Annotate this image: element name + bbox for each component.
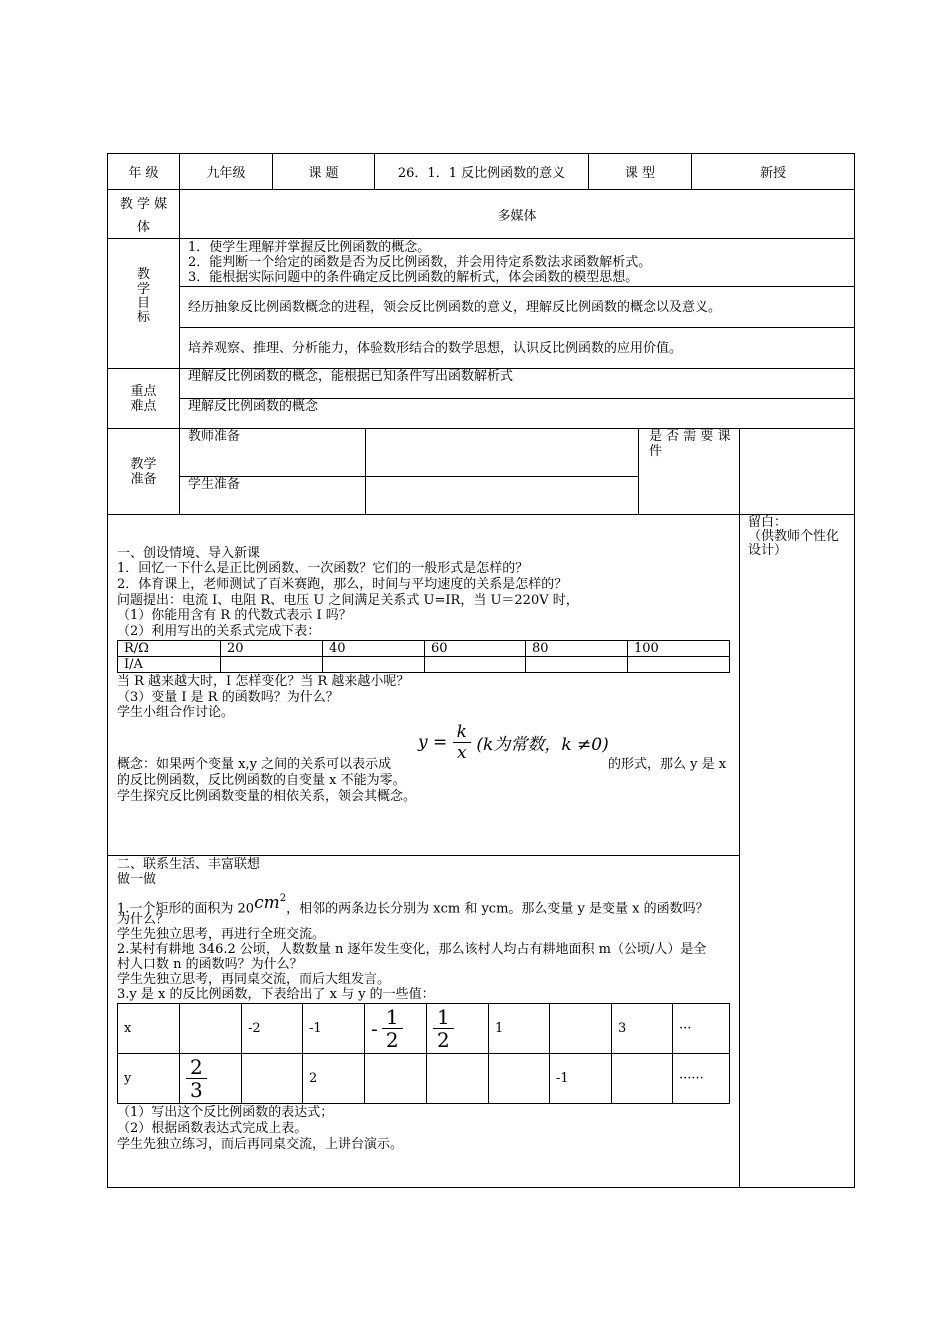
inverse-function-formula (418, 722, 609, 770)
table-cell: 3 (612, 1004, 673, 1054)
goals-label-3: 目 (136, 296, 150, 311)
prep-label-2: 准备 (130, 472, 157, 487)
formula-condition: (k为常数，k ≠0) (476, 735, 609, 755)
table-cell: -2 (242, 1004, 303, 1054)
q2-text-a: 2.某村有耕地 346.2 公顷，人数数量 n 逐年发生变化，那么该村人均占有耕地面积 m（公顷/人）是全 (117, 942, 707, 957)
table-cell[interactable] (550, 1004, 612, 1054)
section1-line-2: 2．体育课上，老师测试了百米赛跑，那么，时间与平均速度的关系是怎样的？ (117, 577, 568, 592)
table-cell[interactable] (612, 1054, 673, 1104)
concept-text-a: 概念：如果两个变量 x,y 之间的关系可以表示成 (117, 757, 392, 772)
table-cell[interactable] (427, 1054, 489, 1104)
fraction-denominator: 3 (190, 1078, 203, 1102)
key-point: 理解反比例函数的概念，能根据已知条件写出函数解析式 (188, 369, 514, 384)
section1-line-4: （1）你能用含有 R 的代数式表示 I 吗？ (117, 608, 352, 623)
resistance-table (117, 640, 730, 673)
table-cell: 2 (303, 1054, 365, 1104)
side-note-line2: （供教师个性化 (748, 529, 840, 544)
concept-text-d: 学生探究反比例函数变量的相依关系，领会其概念。 (117, 789, 417, 804)
q2-text-c: 学生先独立思考，再同桌交流，而后大组发言。 (117, 972, 391, 987)
q1-text-c: 为什么？ (117, 912, 170, 927)
table-cell: -1 (303, 1004, 365, 1054)
table-cell[interactable] (628, 657, 730, 673)
table-cell (365, 1004, 427, 1054)
table-cell: ······ (673, 1054, 730, 1104)
section1-after-3: 学生小组合作讨论。 (117, 705, 235, 720)
table-cell: 60 (425, 641, 526, 657)
section2-heading: 二、联系生活、丰富联想 (117, 857, 261, 872)
goal-knowledge-2: 2．能判断一个给定的函数是否为反比例函数，并会用待定系数法求函数解析式。 (188, 255, 652, 270)
grade-label: 年 级 (128, 166, 159, 181)
table-cell: 80 (526, 641, 628, 657)
section1-line-1: 1．回忆一下什么是正比例函数、一次函数？它们的一般形式是怎样的？ (117, 561, 529, 576)
xy-table (117, 1003, 730, 1104)
table-cell: 1 (489, 1004, 550, 1054)
side-note-line3: 设计） (748, 543, 788, 558)
section2-after-1: （1）写出这个反比例函数的表达式； (117, 1105, 334, 1120)
courseware-label-cont: 件 (649, 444, 663, 459)
unit-exponent: 2 (279, 893, 287, 904)
goals-label-4: 标 (136, 310, 150, 325)
keypoints-label-2: 难点 (130, 399, 157, 414)
goal-knowledge-1: 1．使学生理解并掌握反比例函数的概念。 (188, 240, 431, 255)
courseware-label: 是 否 需 要 课 (649, 429, 731, 444)
fraction-denominator: 2 (437, 1028, 450, 1052)
table-cell: 100 (628, 641, 730, 657)
table-cell[interactable] (323, 657, 425, 673)
media-label-cont: 体 (136, 220, 150, 235)
fraction-denominator: 2 (385, 1028, 399, 1052)
prep-label-1: 教学 (130, 457, 157, 472)
table-cell: -1 (550, 1054, 612, 1104)
side-note-title: 留白： (748, 515, 788, 530)
section2-after-2: （2）根据函数表达式完成上表。 (117, 1121, 308, 1136)
table-cell[interactable] (180, 1004, 242, 1054)
table-cell: x (118, 1004, 180, 1054)
topic-value: 26．1．1 反比例函数的意义 (397, 166, 566, 181)
table-cell: 20 (221, 641, 323, 657)
goal-process: 经历抽象反比例函数概念的进程，领会反比例函数的意义，理解反比例函数的概念以及意义。 (188, 300, 722, 315)
q1-text-d: 学生先独立思考，再进行全班交流。 (117, 927, 326, 942)
section1-after-2: （3）变量 I 是 R 的函数吗？为什么？ (117, 690, 339, 705)
table-cell: y (118, 1054, 180, 1104)
section2-after-3: 学生先独立练习，而后再同桌交流，上讲台演示。 (117, 1137, 404, 1152)
q2-text-b: 村人口数 n 的函数吗？为什么？ (117, 957, 303, 972)
table-cell: ··· (673, 1004, 730, 1054)
table-cell (427, 1004, 489, 1054)
table-cell[interactable] (489, 1054, 550, 1104)
type-label: 课 型 (624, 166, 656, 181)
table-cell[interactable] (221, 657, 323, 673)
goals-label-1: 教 (136, 267, 150, 282)
neg-sign: - (371, 1016, 378, 1041)
fraction-numerator: 2 (186, 1056, 207, 1079)
topic-label: 课 题 (308, 166, 339, 181)
type-value: 新授 (759, 166, 786, 181)
formula-denominator: x (457, 743, 467, 763)
table-cell[interactable] (365, 1054, 427, 1104)
q3-text: 3.y 是 x 的反比例函数，下表给出了 x 与 y 的一些值： (117, 987, 435, 1002)
fraction-numerator: 1 (433, 1006, 454, 1029)
section1-after-1: 当 R 越来越大时，I 怎样变化？当 R 越来越小呢？ (117, 674, 410, 689)
media-label: 教 学 媒 (119, 197, 168, 212)
formula-numerator: k (453, 722, 471, 743)
unit-cm: cm (254, 893, 280, 914)
keypoints-label-1: 重点 (130, 384, 157, 399)
difficult-point: 理解反比例函数的概念 (188, 399, 319, 414)
student-prep-label: 学生准备 (188, 477, 241, 492)
table-cell[interactable] (526, 657, 628, 673)
q1-text: 1.一个矩形的面积为 $20cm^2$，相邻的两条边长分别为 xcm 和 ycm。那么变量 y 是变量 x 的函数吗？ (117, 893, 709, 917)
goal-emotion: 培养观察、推理、分析能力，体验数形结合的数学思想，认识反比例函数的应用价值。 (188, 341, 683, 356)
section1-line-5: （2）利用写出的关系式完成下表： (117, 624, 321, 639)
fraction-numerator: 1 (382, 1006, 403, 1029)
media-value: 多媒体 (497, 209, 537, 224)
table-cell: 40 (323, 641, 425, 657)
section1-line-3: 问题提出：电流 I、电阻 R、电压 U 之间满足关系式 U=IR，当 U＝220V 时， (117, 593, 579, 608)
goals-label-2: 学 (136, 282, 150, 297)
teacher-prep-label: 教师准备 (188, 429, 241, 444)
table-cell[interactable] (425, 657, 526, 673)
concept-text-c: 的反比例函数，反比例函数的自变量 x 不能为零。 (117, 773, 406, 788)
formula-y: y (418, 732, 428, 753)
table-cell: I/A (118, 657, 221, 673)
formula-eq: = (433, 732, 448, 753)
concept-text-b: 的形式，那么 y 是 x (608, 757, 727, 772)
goal-knowledge-3: 3．能根据实际问题中的条件确定反比例函数的解析式，体会函数的模型思想。 (188, 270, 639, 285)
grade-value: 九年级 (206, 166, 246, 181)
table-cell[interactable] (242, 1054, 303, 1104)
table-cell (180, 1054, 242, 1104)
section2-sub: 做一做 (117, 872, 157, 887)
section1-heading: 一、创设情境、导入新课 (117, 546, 261, 561)
table-cell: R/Ω (118, 641, 221, 657)
